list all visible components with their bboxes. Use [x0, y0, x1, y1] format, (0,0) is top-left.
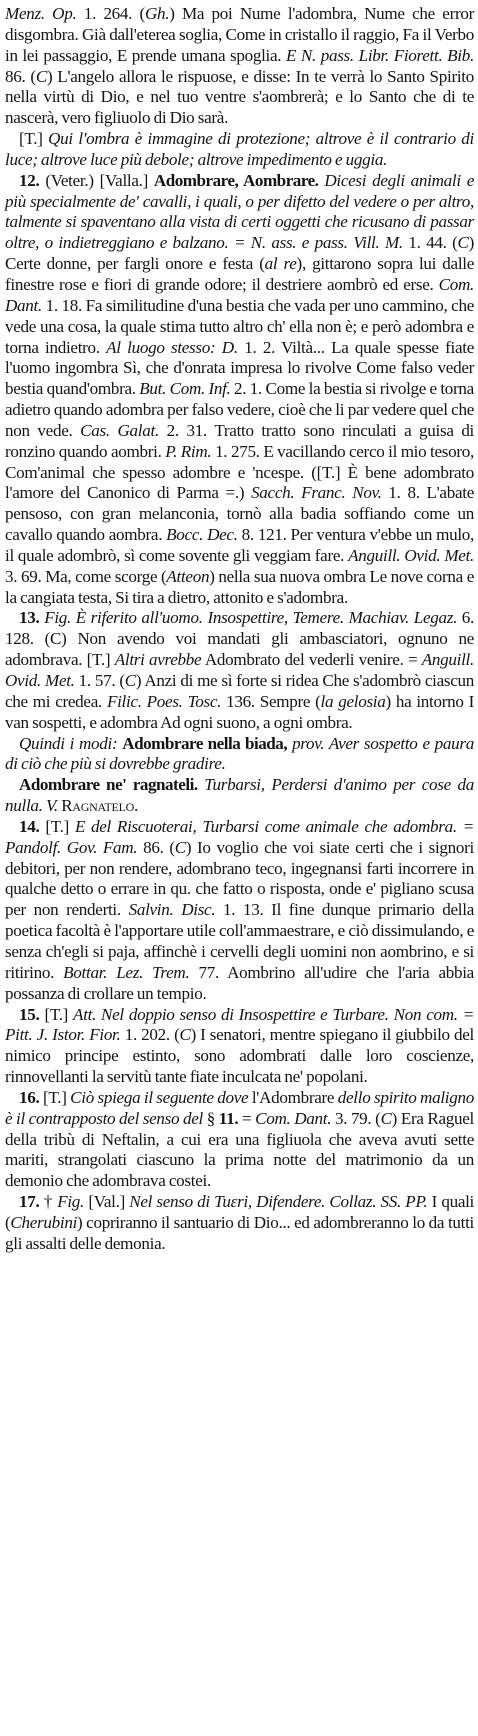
body-text: §	[203, 1108, 219, 1128]
body-text: 77. Aombrino all'udire che l'aria abbia possanza di crollare un tempio.	[5, 962, 474, 1003]
italic-text: Anguill. Ovid. Met.	[348, 545, 474, 565]
body-text: ) I senatori, mentre spiegano il giubbilo del nimico principe estinto, sono adombrati dalle loro coscienze, rinnovellanti la servitù tante fiate inculcata ne' popolani.	[5, 1025, 475, 1087]
body-text: ) Io voglio che voi siate certi che i signori debitori, per non rendere, adombrano teco, ingegnansi farti incorrere in qualche detto o errare in qu. che fatto o risposta, onde e' pigliano scusa per non renderti.	[5, 837, 475, 920]
body-text: 6. 128. (C) Non avendo voi mandati gli ambasciatori, ognuno ne adombrava. [T.]	[5, 608, 475, 670]
dictionary-paragraph	[5, 1005, 474, 1088]
body-text: ), gittarono sopra lui dalle finestre rose e fiori di grande odore; il destriere aombrò ed erse.	[5, 254, 474, 294]
body-text: ) L'angelo allora le rispuose, e disse: In te verrà lo Santo Spirito nella virtù di Dio, e nel tuo ventre s'aombrerà; e lo Santo che di te nascerà, vero figliuolo di Dio sarà.	[5, 66, 474, 128]
italic-text: Fig.	[57, 1192, 85, 1212]
body-text: †	[39, 1192, 58, 1212]
italic-text: P. Rim.	[165, 441, 212, 461]
italic-text: dello spirito maligno è il contrapposto del senso del	[5, 1087, 474, 1128]
italic-text: Cherubini	[10, 1212, 78, 1232]
headword: Adombrare ne' ragnateli.	[19, 775, 198, 795]
body-text: 1. 202. (	[120, 1025, 180, 1045]
sense-number: 11.	[218, 1108, 239, 1128]
body-text: 86. (	[5, 66, 36, 86]
body-text: Adombrato del vederli venire. =	[201, 650, 422, 670]
italic-text: Filic. Poes. Tosc.	[106, 691, 222, 711]
dictionary-paragraph	[5, 734, 474, 776]
body-text: [Val.]	[84, 1192, 130, 1212]
sense-number: 17.	[19, 1192, 40, 1212]
body-text: 1. 13. Il fine dunque primario della poetica facoltà è l'apportare utile coll'ammaestrare, e ciò dissimulando, e senza ch'egli si paja, affinchè i cervelli degli uomini non aombrino, e si ritirino.	[5, 900, 474, 982]
italic-text: Al luogo stesso: D.	[106, 337, 238, 357]
body-text: 86. (	[137, 837, 175, 857]
italic-text: Menz. Op.	[5, 4, 77, 23]
dictionary-paragraph	[5, 817, 474, 1005]
italic-text: Bocc. Dec.	[166, 525, 238, 545]
body-text: 1. 57. (	[74, 671, 125, 690]
italic-text: Atteon	[166, 566, 210, 586]
italic-text: C	[124, 671, 136, 690]
dictionary-paragraph	[5, 129, 474, 171]
body-text: 3. 79. (	[331, 1108, 381, 1128]
sense-number: 14.	[19, 816, 40, 836]
body-text: ) Ma poi Nume l'adombra, Nume che error disgombra. Già dall'eterea soglia, Come in cristallo il raggio, Fa il Verbo in lei passaggio, E prende umana spoglia.	[5, 4, 474, 65]
body-text: ) copriranno il santuario di Dio... ed adombreranno lo da tutti gli assalti delle demonia.	[5, 1212, 474, 1253]
dictionary-paragraph	[5, 1088, 474, 1192]
italic-text: Gh.	[144, 4, 170, 23]
italic-text: But. Com. Inf.	[139, 379, 231, 399]
body-text: 2. 31. Tratto tratto sono rinculati a guisa di ronzino quando aombri.	[5, 420, 475, 461]
italic-text: E del Riscuoterai, Turbarsi come animale che adombra. = Pandolf. Gov. Fam.	[5, 816, 474, 857]
body-text: 1. 264. (	[76, 4, 145, 23]
body-text: ) Anzi di me sì forte si ridea Che s'adombrò ciascun che mi credea.	[5, 671, 475, 711]
italic-text: Turbarsi, Perdersi d'animo per cose da nulla. V.	[5, 775, 475, 816]
body-text: 1. 275. E vacillando cerco il mio tesoro, Com'animal che spesso adombre e 'ncespe. ([T.] È bene adombrato l'amore del Canonico di Parma =.)	[5, 441, 474, 503]
italic-text: C	[380, 1108, 392, 1128]
italic-text: Qui l'ombra è immagine di protezione; altrove è il contrario di luce; altrove luce più debole; altrove impedimento e uggia.	[5, 129, 474, 169]
body-text: 1. 18. Fa similitudine d'una bestia che vada per uno cammino, che vede una cosa, la quale stima tutto altro ch' ella non è; e però adombra e torna indietro.	[5, 295, 474, 357]
body-text: [T.]	[39, 1004, 74, 1024]
body-text: [T.]	[19, 129, 49, 149]
dictionary-paragraph	[5, 608, 474, 733]
body-text: 3. 69. Ma, come scorge (	[5, 566, 167, 586]
italic-text: Cas. Galat.	[80, 420, 159, 440]
italic-text: E N. pass. Libr. Fiorett. Bib.	[285, 45, 474, 65]
italic-text: Salvin. Disc.	[128, 900, 216, 920]
dictionary-paragraph	[5, 1192, 474, 1255]
italic-text: Att. Nel doppio senso di Insospettire e Turbare. Non com. = Pitt. J. Istor. Fior.	[5, 1004, 474, 1045]
italic-text: Quindi i modi:	[19, 733, 118, 753]
body-text: l'Adombrare	[248, 1087, 338, 1107]
italic-text: Dicesi degli animali e più specialmente de' cavalli, i quali, o per difetto del vedere o per altro, talmente si spaventano alla vista di certi oggetti che ricusano di passar oltre, o indietreggiano e balzano. = N. ass. e pass. Vill. M.	[5, 170, 474, 253]
italic-text: prov. Aver sospetto e paura di ciò che più si dovrebbe gradire.	[5, 733, 475, 774]
dictionary-paragraph	[5, 775, 474, 817]
italic-text: Com. Dant.	[5, 274, 474, 315]
italic-text: Nel senso di Tuɛri, Difendere. Collaz. SS. PP.	[129, 1192, 428, 1212]
italic-text: Anguill. Ovid. Met.	[5, 650, 474, 690]
body-text: (Veter.) [Valla.]	[39, 170, 154, 190]
body-text: ) Certe donne, per fargli onore e festa (	[5, 233, 474, 274]
headword: Adombrare, Aombrare.	[153, 170, 319, 190]
body-text: ) nella sua nuova ombra Le nove corna e la cangiata testa, Si tira a dietro, attonito e s'adombra.	[5, 566, 474, 607]
italic-text: Altri avrebbe	[114, 650, 202, 670]
italic-text: C	[35, 66, 47, 86]
body-text: ) ha intorno I van sospetti, e adombra Ad ogni suono, a ogni ombra.	[5, 691, 474, 732]
body-text: [T.]	[39, 816, 75, 836]
dictionary-paragraph	[5, 4, 474, 129]
italic-text: Com. Dant.	[255, 1108, 332, 1128]
sense-number: 13.	[19, 608, 40, 628]
italic-text: al re	[264, 254, 297, 274]
dictionary-paragraph	[5, 171, 474, 609]
headword: Adombrare nella biada,	[122, 733, 288, 753]
italic-text: Ciò spiega il seguente dove	[70, 1087, 249, 1107]
body-text: 136. Sempre (	[221, 691, 321, 711]
body-text: 1. 2. Viltà... La quale spesse fiate l'uomo ingombra Sì, che d'onrata impresa lo rivolve Come falso veder bestia quand'ombra.	[5, 337, 474, 399]
sense-number: 15.	[19, 1004, 40, 1024]
body-text: 1. 8. L'abate pensoso, con gran melanconia, tornò alla badia soffiando come un cavallo quando aombra.	[5, 483, 474, 545]
body-text: 8. 121. Per ventura v'ebbe un mulo, il quale adombrò, sì come sovente gli veggiam fare.	[5, 525, 475, 565]
body-text: 2. 1. Come la bestia si rivolge e torna adietro quando adombra per falso vedere, cioè che li par vedere quel che non vede.	[5, 379, 474, 440]
body-text: [T.]	[39, 1087, 71, 1107]
italic-text: Sacch. Franc. Nov.	[251, 483, 382, 503]
cross-reference: Ragnatelo.	[61, 796, 138, 816]
sense-number: 12.	[19, 170, 40, 190]
italic-text: Insospettire, Temere. Machiav. Legaz.	[207, 608, 458, 628]
body-text: =	[238, 1108, 256, 1128]
italic-text: C	[174, 837, 186, 857]
italic-text: Bottar. Lez. Trem.	[63, 962, 190, 982]
body-text: 1. 44. (	[402, 233, 458, 253]
italic-text: Fig. È riferito all'uomo.	[44, 608, 203, 628]
body-text: ) Era Raguel della tribù di Neftalin, a cui era una figliuola che aveva avuti sette mariti, strangolati ciascuno la prima notte del matrimonio da un demonio che adombrava costei.	[5, 1108, 475, 1191]
italic-text: la gelosia	[320, 691, 386, 711]
body-text: I quali (	[5, 1192, 475, 1232]
sense-number: 16.	[19, 1087, 40, 1107]
italic-text: C	[179, 1025, 191, 1045]
italic-text: C	[457, 233, 469, 253]
